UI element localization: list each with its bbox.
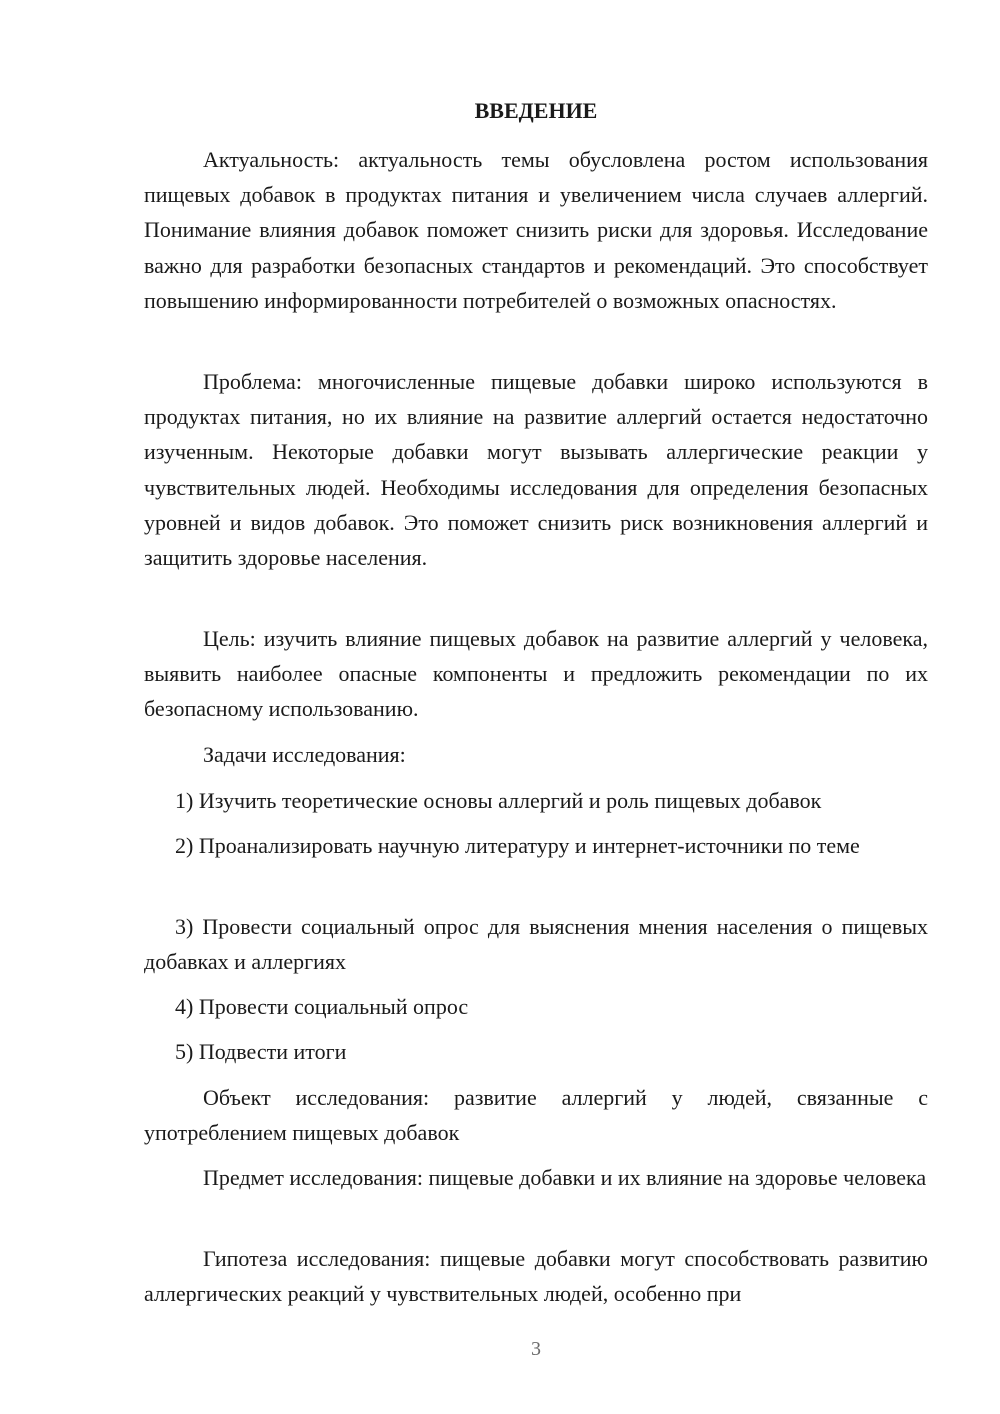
task-item-3: 3) Провести социальный опрос для выяснения мнения населения о пищевых добавках и аллергиях <box>144 914 928 975</box>
paragraph-object: Объект исследования: развитие аллергий у людей, связанные с употреблением пищевых добавок <box>144 1085 928 1146</box>
task-item-4: 4) Провести социальный опрос <box>175 994 469 1019</box>
tasks-heading: Задачи исследования: <box>203 742 406 767</box>
paragraph-relevance: Актуальность: актуальность темы обусловлена ростом использования пищевых добавок в продуктах питания и увеличением числа случаев аллергий. Понимание влияния добавок поможет снизить риски для здоровья. Исследование важно для разработки безопасных стандартов и рекомендаций. Это способствует повышению информированности потребителей о возможных опасностях. <box>144 147 928 313</box>
paragraph-problem: Проблема: многочисленные пищевые добавки широко используются в продуктах питания, но их влияние на развитие аллергий остается недостаточно изученным. Некоторые добавки могут вызывать аллергические реакции у чувствительных людей. Необходимы исследования для определения безопасных уровней и видов добавок. Это поможет снизить риск возникновения аллергий и защитить здоровье населения. <box>144 369 928 571</box>
task-item-1: 1) Изучить теоретические основы аллергий и роль пищевых добавок <box>175 788 822 813</box>
page-title: ВВЕДЕНИЕ <box>474 98 598 123</box>
page-number: 3 <box>531 1338 541 1360</box>
task-item-2: 2) Проанализировать научную литературу и интернет-источники по теме <box>175 833 860 858</box>
paragraph-subject: Предмет исследования: пищевые добавки и их влияние на здоровье человека <box>203 1165 927 1190</box>
paragraph-goal: Цель: изучить влияние пищевых добавок на развитие аллергий у человека, выявить наиболее опасные компоненты и предложить рекомендации по их безопасному использованию. <box>144 626 928 722</box>
task-item-5: 5) Подвести итоги <box>175 1039 347 1064</box>
paragraph-hypothesis: Гипотеза исследования: пищевые добавки могут способствовать развитию аллергических реакций у чувствительных людей, особенно при <box>144 1246 928 1307</box>
